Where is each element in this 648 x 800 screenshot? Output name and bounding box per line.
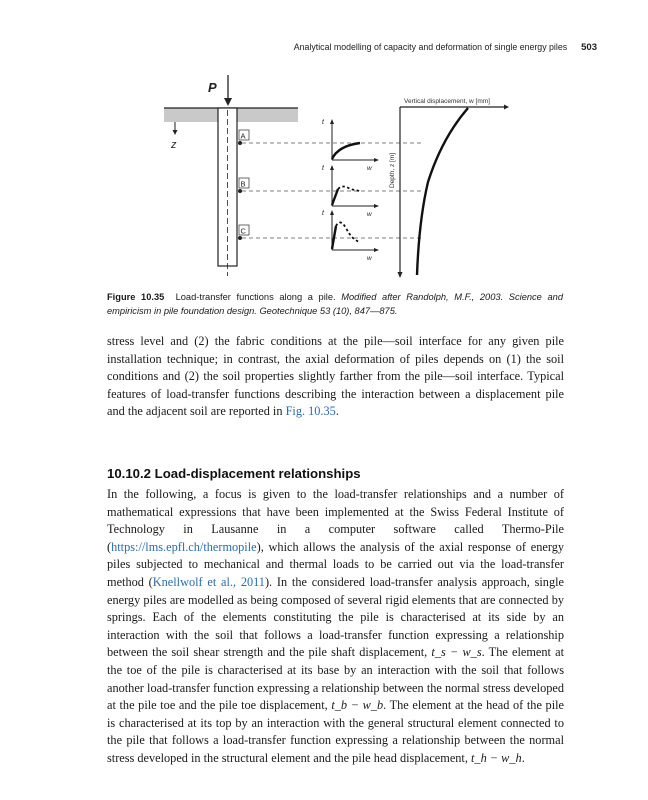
citation-link[interactable]: Knellwolf et al., 2011 <box>152 574 265 589</box>
math-head: t_h − w_h <box>471 750 522 765</box>
svg-text:t: t <box>322 119 324 126</box>
load-transfer-figure <box>160 70 510 285</box>
running-title: Analytical modelling of capacity and deformation of single energy piles <box>293 42 568 52</box>
load-arrowhead <box>224 98 232 106</box>
depth-axis-title: Depth, z [m] <box>389 152 396 188</box>
load-label: P <box>208 80 217 95</box>
svg-text:w: w <box>367 255 372 262</box>
caption-source: Modified after Randolph, M.F., 2003. Science and empiricism in pile foundation design. Geotechnique 53 (10), 847—875. <box>107 292 564 316</box>
spring-point-c <box>238 236 242 240</box>
svg-text:t: t <box>322 165 324 172</box>
svg-text:t: t <box>322 210 324 217</box>
depth-axis-arrowhead <box>173 130 178 135</box>
thermopile-url-link[interactable]: https://lms.epfl.ch/thermopile <box>111 539 257 554</box>
element-label-b: B <box>240 179 246 189</box>
element-label-c: C <box>240 226 246 236</box>
element-label-a: A <box>240 131 246 141</box>
caption-label: Figure 10.35 <box>107 292 165 302</box>
math-shaft: t_s − w_s <box>431 645 482 660</box>
load-transfer-plot-b <box>322 165 379 218</box>
section-title: Load-displacement relationships <box>154 466 361 481</box>
figure-reference-link[interactable]: Fig. 10.35 <box>285 404 336 419</box>
section-heading <box>107 466 361 481</box>
caption-title: Load-transfer functions along a pile. <box>175 292 336 302</box>
load-transfer-plot-a <box>322 119 379 172</box>
displacement-axis-title: Vertical displacement, w [mm] <box>404 98 490 105</box>
section-number: 10.10.2 <box>107 466 151 481</box>
spring-point-a <box>238 141 242 145</box>
svg-text:w: w <box>367 165 372 172</box>
page-number: 503 <box>581 42 597 53</box>
paragraph-1: stress level and (2) the fabric conditions at the pile—soil interface for any given pile installation technique; in contrast, the axial deformation of piles depends on (1) the soil conditions and (2) the soil properties slightly farther from the pile—soil interface. Typical features of load-transfer functions describing the interaction between a displacement pile and the adjacent soil are reported in Fig. 10.35. <box>107 334 564 419</box>
figure-caption <box>107 291 563 318</box>
displacement-profile-plot <box>389 98 509 278</box>
math-base: t_b − w_b <box>331 698 384 713</box>
paragraph-2: In the following, a focus is given to the load-transfer relationships and a number of mathematical expressions that have been implemented at the Swiss Federal Institute of Technology in Lausanne in a computer software called Thermo-Pile (https://lms.epfl.ch/thermopile), which allows the analysis of the axial response of energy piles subjected to mechanical and thermal loads to be carried out via the load-transfer method (Knellwolf et al., 2011). In the considered load-transfer analysis approach, single energy piles are modelled as being composed of several rigid elements that are connected by springs. Each of the elements constituting the pile is characterised at its side by an interaction with the soil that follows a load-transfer function expressing a relationship between the soil shear strength and the pile shaft displacement, t_s − w_s. The element at the toe of the pile is characterised at its base by an interaction with the soil that follows another load-transfer function expressing a relationship between the normal stress developed at the pile toe and the pile toe displacement, t_b − w_b. The element at the head of the pile is characterised at its top by an interaction with the general structural element connected to the pile that follows a load-transfer function expressing a relationship between the normal stress developed in the structural element and the pile head displacement, t_h − w_h. <box>107 487 564 765</box>
depth-axis-label: z <box>171 139 177 151</box>
svg-text:w: w <box>367 211 372 218</box>
spring-point-b <box>238 189 242 193</box>
displacement-curve <box>417 108 468 275</box>
running-header <box>0 42 597 53</box>
